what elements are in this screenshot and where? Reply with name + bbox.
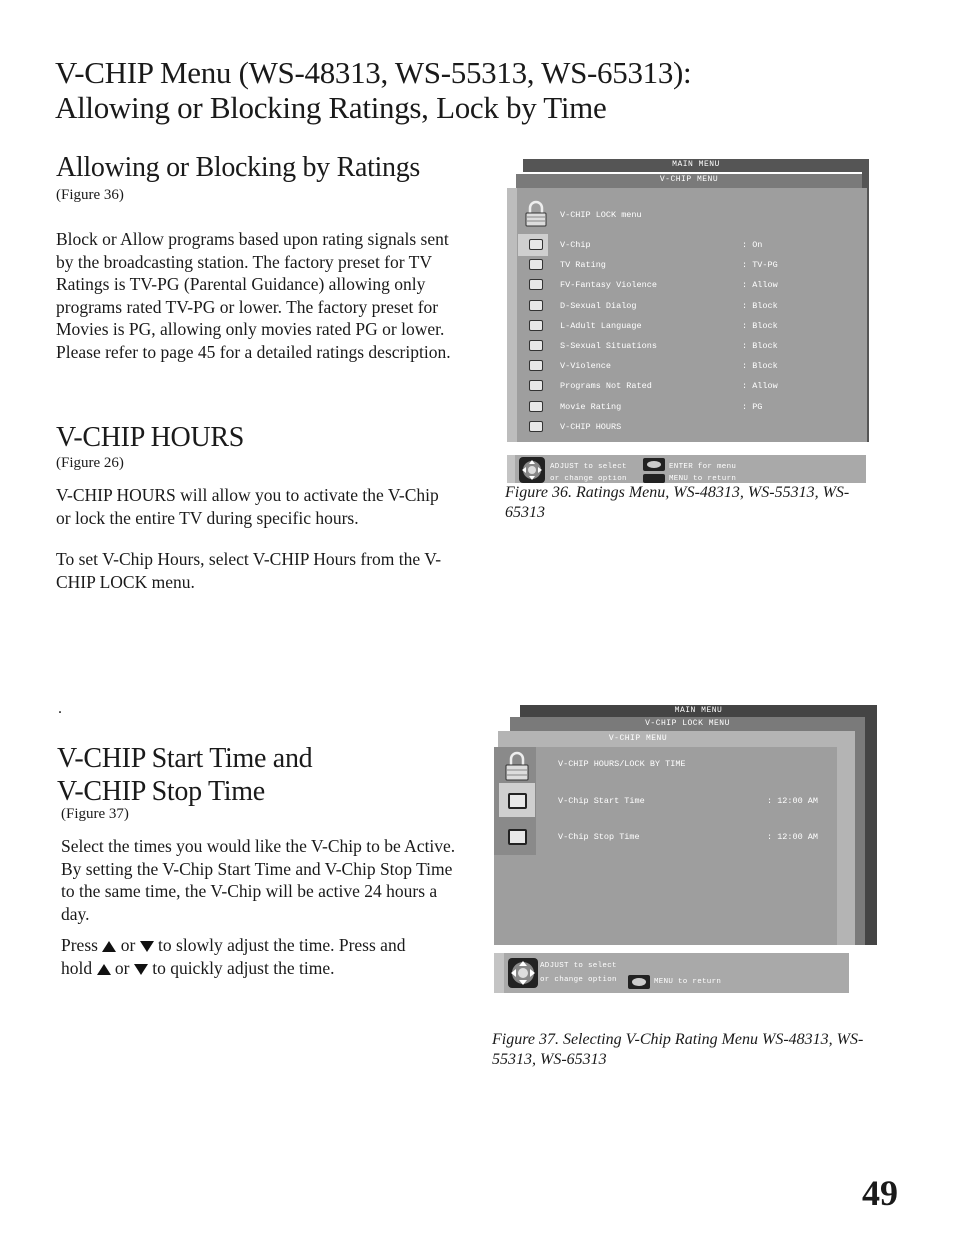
rating-row-value[interactable]: : Allow xyxy=(742,381,778,392)
help-enter: ENTER for menu xyxy=(669,463,737,471)
figure-36-screen xyxy=(505,158,871,488)
rating-row[interactable] xyxy=(517,315,867,335)
figure-37-screen xyxy=(492,704,882,996)
main-menu-bar: MAIN MENU xyxy=(674,706,723,715)
help-bar-edge xyxy=(494,953,504,993)
rating-row-checkbox[interactable] xyxy=(529,300,543,311)
rating-row[interactable] xyxy=(517,254,867,274)
rating-row[interactable] xyxy=(517,375,867,395)
rating-row-checkbox[interactable] xyxy=(529,239,543,250)
start-time-label: V-Chip Start Time xyxy=(558,796,645,806)
lock-icon xyxy=(503,750,531,782)
rating-row-value[interactable]: : TV-PG xyxy=(742,260,778,271)
help-menu: MENU to return xyxy=(669,475,737,483)
rating-row[interactable] xyxy=(517,295,867,315)
ratings-figure-ref: (Figure 36) xyxy=(56,187,124,203)
help-bar-edge xyxy=(507,455,515,483)
lock-menu-bar: V-CHIP LOCK MENU xyxy=(645,719,730,728)
rating-row-checkbox[interactable] xyxy=(529,320,543,331)
vchip-menu-bar: V-CHIP MENU xyxy=(608,734,668,743)
figure-36-caption-text: Ratings Menu, WS-48313, WS-55313, WS-65313 xyxy=(505,484,850,521)
rating-row-value[interactable]: : Block xyxy=(742,320,778,331)
time-body-1: Select the times you would like the V-Chip to be Active. By setting the V-Chip Start Time and V-Chip Stop Time to the same time, the V-Chip will be active 24 hours a day. xyxy=(61,836,456,924)
up-arrow-icon xyxy=(102,941,116,952)
rating-row-checkbox[interactable] xyxy=(529,360,543,371)
rating-row[interactable] xyxy=(517,274,867,294)
main-menu-bar: MAIN MENU xyxy=(523,159,869,172)
time-heading xyxy=(57,742,312,808)
figure-36-caption-label: Figure 36. xyxy=(505,484,572,501)
start-time-value[interactable]: : 12:00 AM xyxy=(767,796,819,806)
rating-row[interactable] xyxy=(517,416,867,436)
figure-36-help-bar xyxy=(507,455,866,483)
page-title xyxy=(55,55,691,125)
down-arrow-icon xyxy=(140,941,154,952)
rating-row-label: V-Violence xyxy=(560,361,612,372)
lock-icon xyxy=(523,200,549,228)
rating-row-checkbox[interactable] xyxy=(529,259,543,270)
rating-row[interactable] xyxy=(517,335,867,355)
down-arrow-icon xyxy=(134,964,148,975)
hours-panel xyxy=(494,747,837,945)
hours-heading: V-CHIP HOURS xyxy=(56,422,245,453)
time-body-2-quickly: to quickly adjust the time. xyxy=(152,957,335,978)
rating-row-label: D-Sexual Dialog xyxy=(560,300,637,311)
rating-row-label: TV Rating xyxy=(560,260,606,271)
hours-body-2: To set V-Chip Hours, select V-CHIP Hours from the V-CHIP LOCK menu. xyxy=(56,549,442,592)
hours-title: V-CHIP HOURS/LOCK BY TIME xyxy=(558,759,686,769)
hours-figure-ref: (Figure 26) xyxy=(56,455,124,471)
figure-36-caption xyxy=(505,483,865,523)
page-title-line1: V-CHIP Menu (WS-48313, WS-55313, WS-65313): xyxy=(55,55,692,90)
start-time-checkbox[interactable] xyxy=(508,793,527,809)
help-adjust: ADJUST to select xyxy=(550,463,627,471)
figure-36-rows xyxy=(517,234,867,434)
rating-row-label: Movie Rating xyxy=(560,401,622,412)
rating-row-checkbox[interactable] xyxy=(529,279,543,290)
figure-37-caption: Figure 37. Selecting V-Chip Rating Menu WS-48313, WS-55313, WS-65313 xyxy=(492,1031,864,1068)
rating-row-label: FV-Fantasy Violence xyxy=(560,280,657,291)
help-menu: MENU to return xyxy=(654,978,722,986)
vchip-menu-bar: V-CHIP MENU xyxy=(516,174,862,188)
help-change: or change option xyxy=(550,475,627,483)
time-body-2-slowly: to slowly adjust the time. Press and xyxy=(158,935,406,955)
rating-row-label: V-CHIP HOURS xyxy=(560,421,622,432)
rating-row-value[interactable]: : On xyxy=(742,240,763,250)
rating-row-checkbox[interactable] xyxy=(529,421,543,432)
menu-button-icon xyxy=(643,474,665,483)
time-body-2-or: or xyxy=(120,935,136,955)
rating-row-checkbox[interactable] xyxy=(529,340,543,351)
lock-menu-title: V-CHIP LOCK menu xyxy=(560,210,642,220)
ratings-heading: Allowing or Blocking by Ratings xyxy=(56,152,421,183)
rating-row-value[interactable]: : Allow xyxy=(742,280,778,291)
rating-row[interactable] xyxy=(517,396,867,416)
time-body-2 xyxy=(61,934,471,979)
ratings-body: Block or Allow programs based upon rating signals sent by the broadcasting station. The factory preset for TV Ratings is TV-PG (Parental Guidance) allowing only programs rated TV-PG or lower. The factory preset for Movies is PG, allowing only movies rated PG or lower. Please refer to page 45 for a detailed ratings description. xyxy=(56,229,451,362)
help-adjust: ADJUST to select xyxy=(540,962,617,970)
stop-time-label: V-Chip Stop Time xyxy=(558,832,640,842)
rating-row-value[interactable]: : Block xyxy=(742,300,778,311)
joystick-icon xyxy=(519,457,545,483)
menu-button-icon xyxy=(628,975,650,989)
rating-row-checkbox[interactable] xyxy=(529,401,543,412)
rating-row-label: Programs Not Rated xyxy=(560,381,652,392)
hours-body-1: V-CHIP HOURS will allow you to activate the V-Chip or lock the entire TV during specific hours. xyxy=(56,485,439,528)
time-figure-ref: (Figure 37) xyxy=(61,806,129,822)
time-body-2-hold: hold xyxy=(61,957,93,978)
rating-row[interactable] xyxy=(517,355,867,375)
up-arrow-icon xyxy=(97,964,111,975)
rating-row-value[interactable]: : PG xyxy=(742,401,763,412)
page-title-line2: Allowing or Blocking Ratings, Lock by Time xyxy=(55,90,607,125)
joystick-icon xyxy=(508,958,538,988)
rating-row[interactable] xyxy=(517,234,867,254)
rating-row-value[interactable]: : Block xyxy=(742,361,778,372)
page-number: 49 xyxy=(862,1173,898,1213)
enter-button-icon xyxy=(643,458,665,471)
rating-row-label: L-Adult Language xyxy=(560,320,642,331)
time-heading-line2: V-CHIP Stop Time xyxy=(57,776,265,807)
stray-dot: . xyxy=(58,700,62,717)
time-body-2-or-2: or xyxy=(114,957,130,978)
rating-row-label: S-Sexual Situations xyxy=(560,341,657,351)
stop-time-value[interactable]: : 12:00 AM xyxy=(767,832,819,842)
figure-37-help-bar xyxy=(494,953,849,993)
rating-row-label: V-Chip xyxy=(560,240,591,250)
stop-time-checkbox[interactable] xyxy=(508,829,527,845)
rating-row-checkbox[interactable] xyxy=(529,380,543,391)
time-body-2-press: Press xyxy=(61,935,98,955)
rating-row-value[interactable]: : Block xyxy=(742,341,778,351)
help-change: or change option xyxy=(540,976,617,984)
time-heading-line1: V-CHIP Start Time and xyxy=(57,743,313,774)
